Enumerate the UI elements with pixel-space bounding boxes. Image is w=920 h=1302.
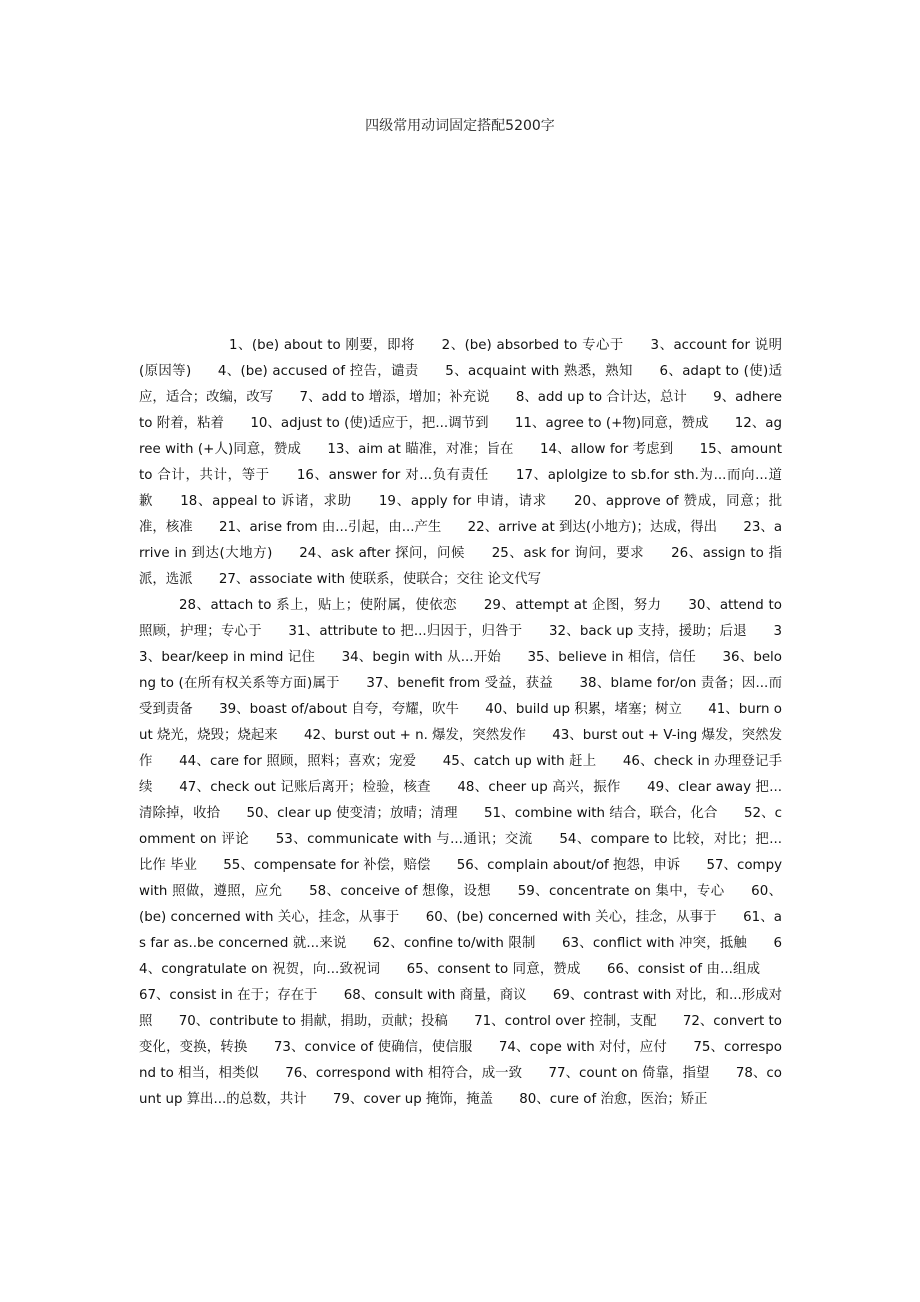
- phrase-entry: 20、approve of 赞成，同意；批准，核准: [139, 494, 782, 535]
- phrase-entry: 35、believe in 相信，信任: [527, 650, 696, 665]
- phrase-entry: 15、amount to 合计，共计，等于: [139, 442, 783, 483]
- phrase-entry: 49、clear away 把...清除掉，收拾: [139, 780, 782, 821]
- phrase-entry: 28、attach to 系上，贴上；使附属，使依恋: [179, 598, 458, 613]
- paragraph: [139, 593, 782, 1113]
- phrase-entry: 6、adapt to (使)适应，适合；改编，改写: [139, 364, 783, 405]
- phrase-entry: 23、arrive in 到达(大地方): [139, 520, 783, 561]
- phrase-entry: 32、back up 支持，援助；后退: [548, 624, 747, 639]
- phrase-entry: 43、burst out + V-ing 爆发，突然发作: [139, 728, 782, 769]
- phrase-entry: 74、cope with 对付，应付: [498, 1040, 667, 1055]
- phrase-entry: 60、(be) concerned with 关心，挂念，从事于: [139, 884, 783, 925]
- phrase-entry: 8、add up to 合计达，总计: [515, 390, 687, 405]
- phrase-entry: 9、adhere to 附着，粘着: [139, 390, 782, 431]
- phrase-entry: 77、count on 倚靠，指望: [548, 1066, 710, 1081]
- phrase-entry: 78、count up 算出...的总数，共计: [139, 1066, 782, 1107]
- phrase-entry: 31、attribute to 把...归因于，归咎于: [288, 624, 523, 639]
- phrase-entry: 30、attend to 照顾，护理；专心于: [139, 598, 782, 639]
- phrase-entry: 2、(be) absorbed to 专心于: [441, 338, 624, 353]
- document-body: [139, 333, 782, 1113]
- phrase-entry: 14、allow for 考虑到: [539, 442, 674, 457]
- phrase-entry: 59、concentrate on 集中，专心: [517, 884, 725, 899]
- phrase-entry: 26、assign to 指派，选派: [139, 546, 783, 587]
- phrase-entry: 33、bear/keep in mind 记住: [139, 624, 782, 665]
- phrase-entry: 4、(be) accused of 控告，谴责: [217, 364, 419, 379]
- phrase-entry: 72、convert to 变化，变换，转换: [139, 1014, 782, 1055]
- phrase-entry: 10、adjust to (使)适应于，把...调节到: [250, 416, 489, 431]
- phrase-entry: 46、check in 办理登记手续: [139, 754, 783, 795]
- phrase-entry: 3、account for 说明(原因等): [139, 338, 783, 379]
- phrase-entry: 71、control over 控制，支配: [474, 1014, 657, 1029]
- phrase-entry: 34、begin with 从...开始: [341, 650, 501, 665]
- phrase-entry: 51、combine with 结合，联合，化合: [484, 806, 718, 821]
- phrase-entry: 79、cover up 掩饰，掩盖: [332, 1092, 493, 1107]
- phrase-entry: 12、agree with (+人)同意，赞成: [139, 416, 783, 457]
- phrase-entry: 66、consist of 由...组成: [606, 962, 760, 977]
- phrase-entry: 25、ask for 询问，要求: [491, 546, 645, 561]
- phrase-entry: 69、contrast with 对比，和...形成对照: [139, 988, 782, 1029]
- phrase-entry: 18、appeal to 诉诸，求助: [180, 494, 352, 509]
- phrase-entry: 40、build up 积累，堵塞；树立: [485, 702, 682, 717]
- phrase-entry: 62、confine to/with 限制: [373, 936, 536, 951]
- phrase-entry: 5、acquaint with 熟悉，熟知: [445, 364, 633, 379]
- phrase-entry: 60、(be) concerned with 关心，挂念，从事于: [425, 910, 717, 925]
- phrase-entry: 47、check out 记账后离开；检验，核查: [179, 780, 431, 795]
- phrase-entry: 7、add to 增添，增加；补充说: [299, 390, 490, 405]
- phrase-entry: 68、consult with 商量，商议: [343, 988, 527, 1003]
- phrase-entry: 61、as far as..be concerned 就...来说: [139, 910, 782, 951]
- phrase-entry: 56、complain about/of 抱怨，申诉: [456, 858, 681, 873]
- phrase-entry: 29、attempt at 企图，努力: [483, 598, 662, 613]
- phrase-entry: 44、care for 照顾，照料；喜欢；宠爱: [179, 754, 417, 769]
- phrase-entry: 19、apply for 申请，请求: [378, 494, 547, 509]
- phrase-entry: 53、communicate with 与...通讯；交流: [275, 832, 533, 847]
- phrase-entry: 65、consent to 同意，赞成: [406, 962, 581, 977]
- phrase-entry: 37、benefit from 受益，获益: [366, 676, 553, 691]
- phrase-entry: 16、answer for 对...负有责任: [296, 468, 489, 483]
- phrase-entry: 76、correspond with 相符合，成一致: [285, 1066, 523, 1081]
- phrase-entry: 1、(be) about to 刚要，即将: [229, 338, 415, 353]
- phrase-entry: 73、convice of 使确信，使信服: [273, 1040, 473, 1055]
- phrase-entry: 57、compy with 照做，遵照，应允: [139, 858, 782, 899]
- phrase-entry: 75、correspond to 相当，相类似: [139, 1040, 783, 1081]
- phrase-entry: 41、burn out 烧光，烧毁；烧起来: [139, 702, 782, 743]
- phrase-entry: 52、comment on 评论: [139, 806, 782, 847]
- phrase-entry: 39、boast of/about 自夸，夸耀，吹牛: [219, 702, 459, 717]
- phrase-entry: 54、compare to 比较，对比；把...比作 毕业: [139, 832, 782, 873]
- phrase-entry: 50、clear up 使变清；放晴；清理: [246, 806, 458, 821]
- phrase-entry: 80、cure of 治愈，医治；矫正: [519, 1092, 708, 1107]
- phrase-entry: 27、associate with 使联系，使联合；交往 论文代写: [218, 572, 542, 587]
- phrase-entry: 24、ask after 探问，问候: [299, 546, 465, 561]
- phrase-entry: 48、cheer up 高兴，振作: [457, 780, 621, 795]
- phrase-entry: 45、catch up with 赶上: [442, 754, 597, 769]
- phrase-entry: 63、conflict with 冲突，抵触: [562, 936, 747, 951]
- phrase-entry: 22、arrive at 到达(小地方)；达成，得出: [467, 520, 718, 535]
- phrase-entry: 67、consist in 在于；存在于: [139, 988, 318, 1003]
- phrase-entry: 42、burst out + n. 爆发，突然发作: [303, 728, 526, 743]
- phrase-entry: 58、conceive of 想像，设想: [309, 884, 492, 899]
- document-title: 四级常用动词固定搭配5200字: [365, 118, 555, 134]
- phrase-entry: 17、aplolgize to sb.for sth.为...而向...道歉: [139, 468, 782, 509]
- phrase-entry: 64、congratulate on 祝贺，向...致祝词: [139, 936, 782, 977]
- phrase-entry: 38、blame for/on 责备；因...而受到责备: [139, 676, 782, 717]
- phrase-entry: 21、arise from 由...引起，由...产生: [218, 520, 442, 535]
- phrase-entry: 70、contribute to 捐献，捐助，贡献；投稿: [178, 1014, 448, 1029]
- phrase-entry: 11、agree to (+物)同意，赞成: [514, 416, 709, 431]
- phrase-entry: 13、aim at 瞄准，对准；旨在: [327, 442, 514, 457]
- paragraph: [139, 333, 782, 593]
- phrase-entry: 36、belong to (在所有权关系等方面)属于: [139, 650, 782, 691]
- phrase-entry: 55、compensate for 补偿，赔偿: [223, 858, 431, 873]
